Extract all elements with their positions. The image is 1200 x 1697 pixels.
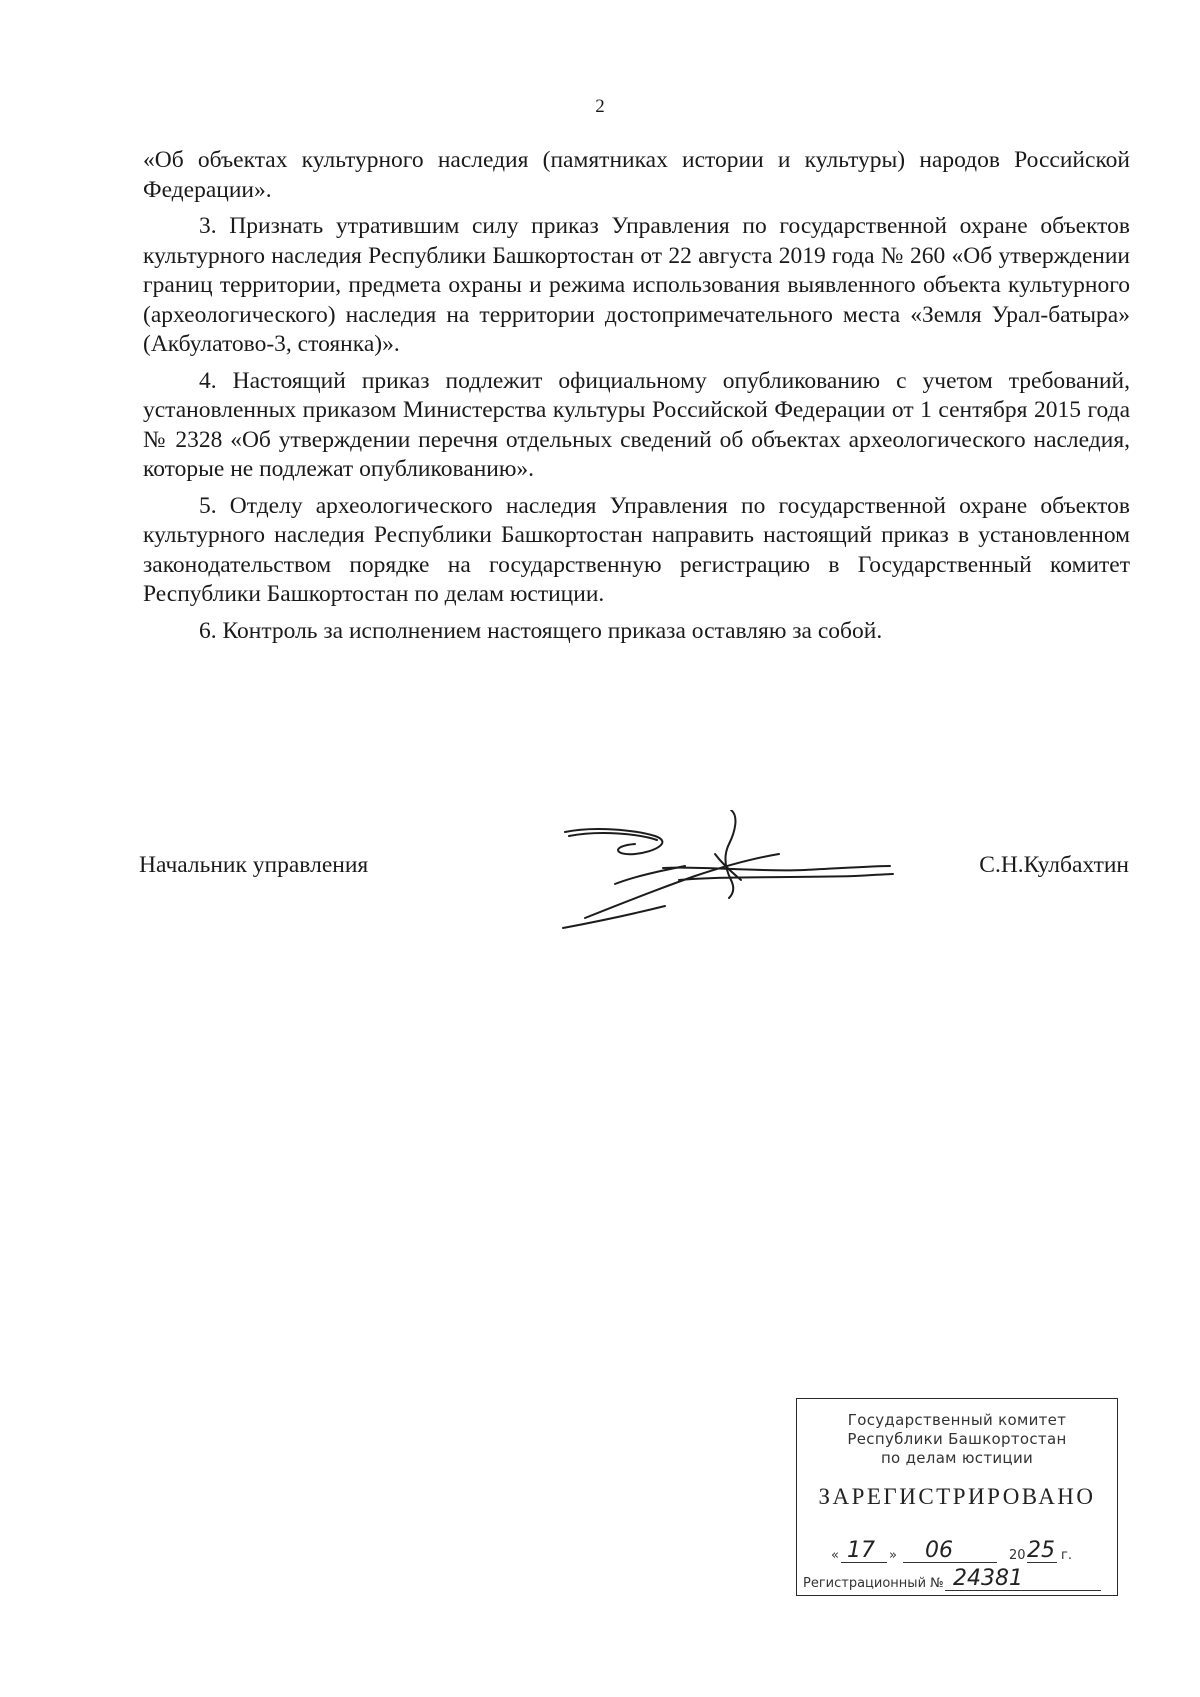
stamp-day: 17 xyxy=(847,1538,875,1563)
signer-position: Начальник управления xyxy=(139,852,369,878)
stamp-title: ЗАРЕГИСТРИРОВАНО xyxy=(818,1484,1096,1509)
stamp-reg-label: Регистрационный № xyxy=(803,1576,944,1591)
stamp-year-suffix: 25 xyxy=(1027,1538,1055,1563)
handwritten-signature xyxy=(555,810,895,930)
stamp-open-quote: « xyxy=(831,1548,839,1563)
stamp-year-prefix: 20 xyxy=(1009,1548,1026,1563)
stamp-registration xyxy=(803,1566,1101,1593)
stamp-authority-line: по делам юстиции xyxy=(880,1449,1034,1467)
stamp-authority-line: Республики Башкортостан xyxy=(847,1430,1067,1448)
stamp-reg-number: 24381 xyxy=(953,1566,1023,1591)
stamp-month: 06 xyxy=(925,1538,953,1563)
stamp-close-quote: » xyxy=(889,1548,897,1563)
signer-name: С.Н.Кулбахтин xyxy=(979,852,1129,878)
stamp-authority xyxy=(797,1411,1117,1468)
stamp-date xyxy=(797,1539,1117,1565)
paragraph-item-4: 4. Настоящий приказ подлежит официальному опубликованию с учетом требований, установленных приказом Министерства культуры Российской Федерации от 1 сентября 2015 года № 2328 «Об утверждении перечня отдельных сведений об объектах археологического наследия, которые не подлежат опубликованию». xyxy=(143,367,1130,482)
page-number: 2 xyxy=(595,96,605,117)
registration-stamp xyxy=(796,1398,1118,1596)
stamp-authority-line: Государственный комитет xyxy=(847,1411,1067,1429)
paragraph-continuation: «Об объектах культурного наследия (памятниках истории и культуры) народов Российской Федерации». xyxy=(143,147,1130,203)
stamp-year-unit: г. xyxy=(1061,1548,1072,1563)
paragraph-item-6: 6. Контроль за исполнением настоящего приказа оставляю за собой. xyxy=(199,617,883,644)
document-body xyxy=(143,146,1130,653)
paragraph-item-5: 5. Отделу археологического наследия Управления по государственной охране объектов культурного наследия Республики Башкортостан направить настоящий приказ в установленном законодательством порядке на государственную регистрацию в Государственный комитет Республики Башкортостан по делам юстиции. xyxy=(143,492,1130,607)
paragraph-item-3: 3. Признать утратившим силу приказ Управления по государственной охране объектов культурного наследия Республики Башкортостан от 22 августа 2019 года № 260 «Об утверждении границ территории, предмета охраны и режима использования выявленного объекта культурного (археологического) наследия на территории достопримечательного места «Земля Урал-батыра» (Акбулатово-3, стоянка)». xyxy=(143,213,1130,357)
